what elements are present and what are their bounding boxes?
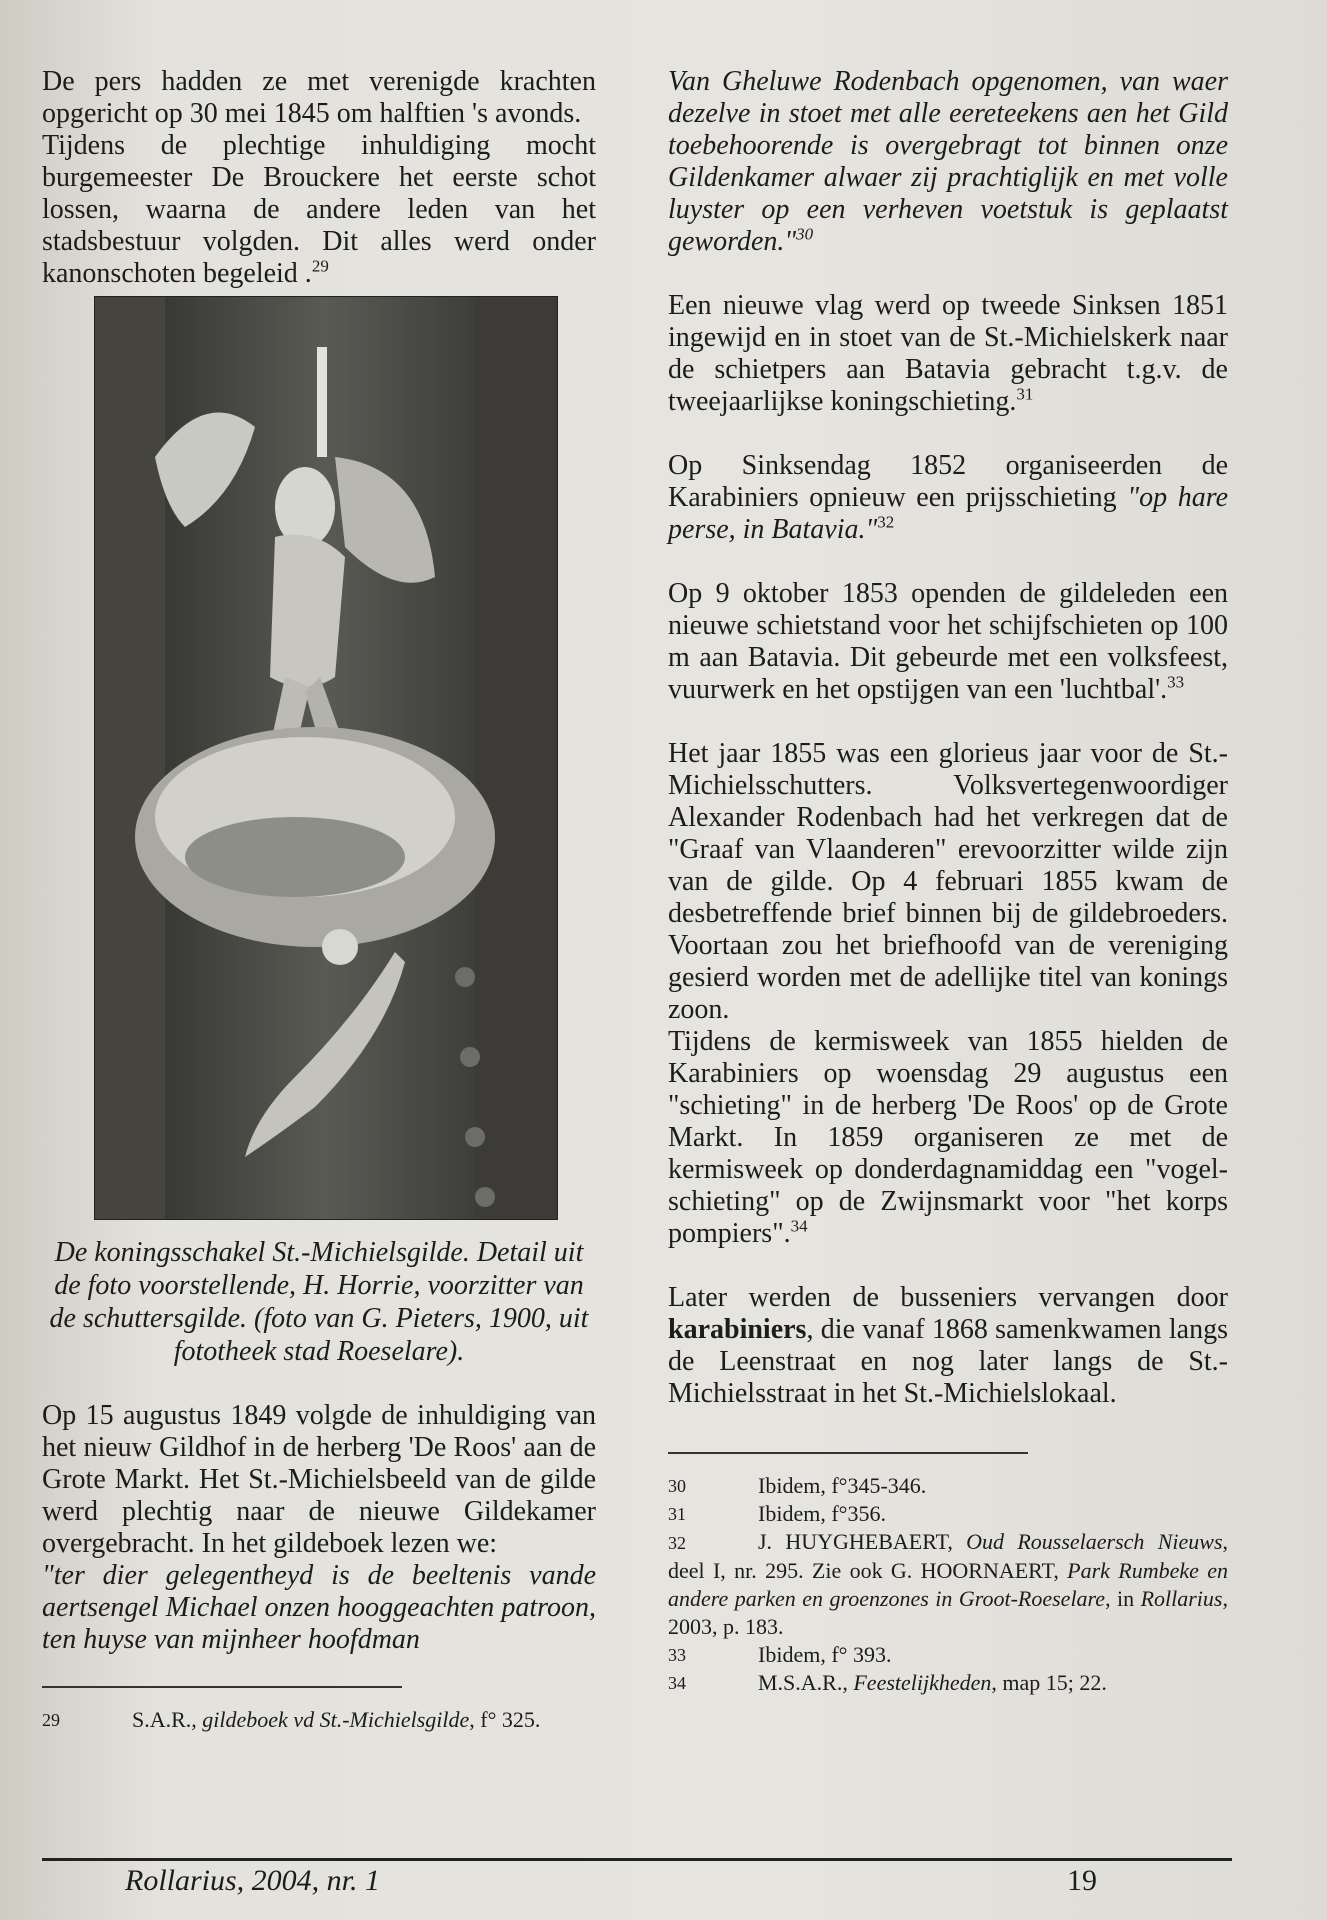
- footnote-33: 33 Ibidem, f° 393.: [668, 1642, 892, 1667]
- footnote-ref: 29: [311, 256, 329, 276]
- photo-image: [95, 297, 557, 1219]
- paragraph: Tijdens de plechtige inhuldiging mocht burgemeester De Brouckere het eerste schot lossen, waarna de andere leden van het stadsbestuur volgden. Dit alles werd onder kanonschoten begeleid .$^{29}$: [42, 130, 596, 289]
- paragraph: Tijdens de kermisweek van 1855 hielden de Karabiniers op woensdag 29 augustus een "schieting" in de herberg 'De Roos' op de Grote Markt. In 1859 organiseren ze met de kermisweek op donderdagnamiddag een "vogel-schieting" op de Zwijnsmarkt voor "het korps pompiers".$^{34}$: [668, 1026, 1228, 1249]
- photo-koningsschakel: [94, 296, 558, 1220]
- paragraph: Op 9 oktober 1853 openden de gildeleden een nieuwe schietstand voor het schijfschieten op 100 m aan Batavia. Dit gebeurde met een volksfeest, vuurwerk en het opstijgen van een 'luchtbal'.$^{33}$: [668, 578, 1228, 705]
- footnote-divider: [668, 1452, 1028, 1454]
- page-number: 19: [1067, 1864, 1097, 1897]
- footnote-32: 32 J. HUYGHEBAERT, Oud Rousselaersch Nieuws, deel I, nr. 295. Zie ook G. HOORNAERT, Park Rumbeke en andere parken en groenzones in Groot-Roeselare, in Rollarius, 2003, p. 183.: [668, 1529, 1228, 1639]
- quotation: "ter dier gelegentheyd is de beeltenis vande aertsengel Michael onzen hooggeachten patroon, ten huyse van mijnheer hoofdman: [42, 1560, 596, 1655]
- footnote-30: 30 Ibidem, f°345-346.: [668, 1473, 927, 1498]
- paragraph: Het jaar 1855 was een glorieus jaar voor de St.-Michielsschutters. Volksvertegenwoordiger Alexander Rodenbach had het verkregen dat de "Graaf van Vlaanderen" erevoorzitter wilde zijn van de gilde. Op 4 februari 1855 kwam de desbetreffende brief binnen bij de gildebroeders. Voortaan zou het briefhoofd van de vereniging gesierd worden met de adellijke titel van konings zoon.: [668, 738, 1228, 1025]
- footnote-31: 31 Ibidem, f°356.: [668, 1501, 886, 1526]
- footnote-ref: 32: [877, 512, 895, 532]
- paragraph: De pers hadden ze met verenigde krachten opgericht op 30 mei 1845 om halftien 's avonds.: [42, 66, 596, 129]
- paragraph: Op Sinksendag 1852 organiseerden de Karabiniers opnieuw een prijsschieting "op hare perse, in Batavia."$^{32}$: [668, 450, 1228, 545]
- footnote-divider: [42, 1686, 402, 1688]
- footnote-29: 29 S.A.R., gildeboek vd St.-Michielsgilde, f° 325.: [42, 1707, 541, 1732]
- paragraph: Een nieuwe vlag werd op tweede Sinksen 1851 ingewijd en in stoet van de St.-Michielskerk naar de schietpers aan Batavia gebracht t.g.v. de tweejaarlijkse koningschieting.$^{31}$: [668, 290, 1228, 417]
- left-column: [42, 66, 596, 1734]
- quotation: Van Gheluwe Rodenbach opgenomen, van waer dezelve in stoet met alle eereteekens aen het Gild toebehoorende is overgebragt tot binnen onze Gildenkamer alwaer zij prachtiglijk en met volle luyster op een verheven voetstuk is geplaatst geworden."$^{30}$: [668, 66, 1228, 257]
- journal-name: Rollarius, 2004, nr. 1: [125, 1864, 381, 1897]
- photo-caption: De koningsschakel St.-Michielsgilde. Detail uit de foto voorstellende, H. Horrie, voorzitter van de schuttersgilde. (foto van G. Pieters, 1900, uit fototheek stad Roeselare).: [49, 1237, 589, 1367]
- footnote-ref: 30: [796, 224, 814, 244]
- paragraph: Op 15 augustus 1849 volgde de inhuldiging van het nieuw Gildhof in de herberg 'De Roos' aan de Grote Markt. Het St.-Michielsbeeld van de gilde werd plechtig naar de nieuwe Gildekamer overgebracht. In het gildeboek lezen we:: [42, 1400, 596, 1559]
- footnote-ref: 34: [790, 1216, 808, 1236]
- right-column: [668, 66, 1228, 1697]
- paragraph: Later werden de busseniers vervangen door karabiniers, die vanaf 1868 samenkwamen langs de Leenstraat en nog later langs de St.-Michielsstraat in het St.-Michielslokaal.: [668, 1282, 1228, 1409]
- footnote-ref: 33: [1167, 672, 1185, 692]
- footer-rule: [42, 1858, 1232, 1861]
- footnote-ref: 31: [1016, 384, 1034, 404]
- footnote-34: 34 M.S.A.R., Feestelijkheden, map 15; 22.: [668, 1670, 1107, 1695]
